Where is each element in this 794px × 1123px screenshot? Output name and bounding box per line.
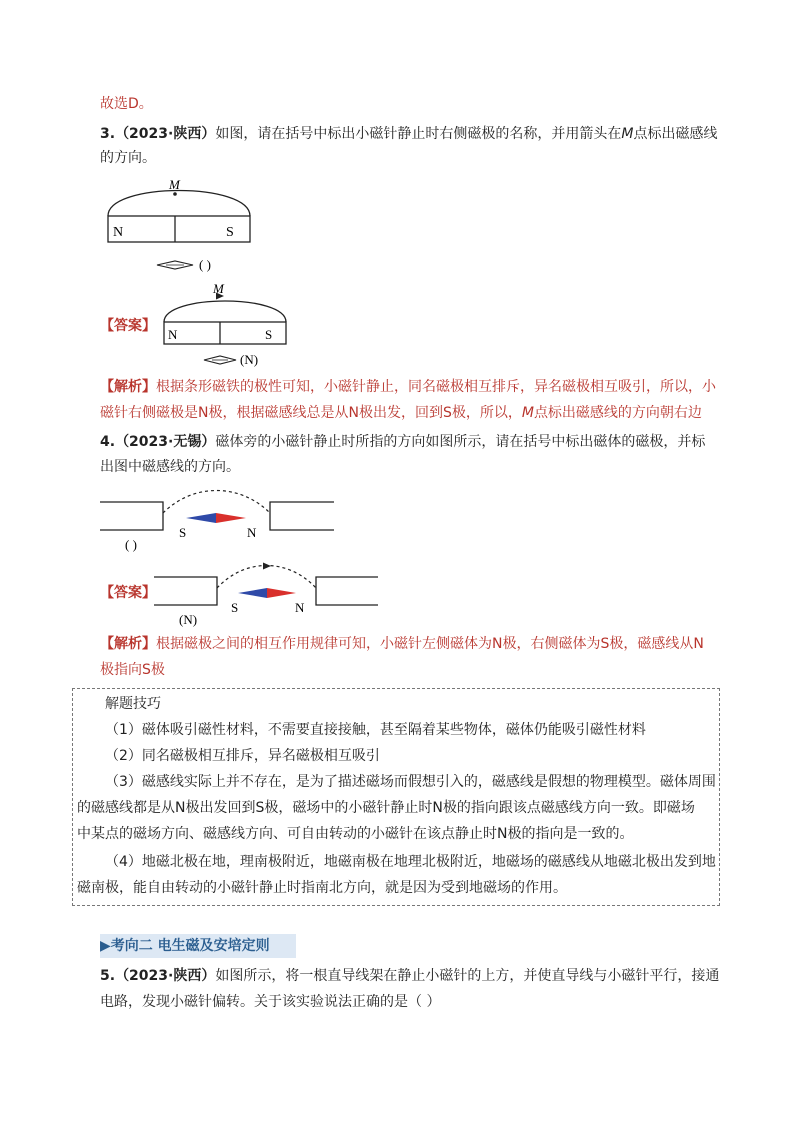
tips-item-3-line3: 中某点的磁场方向、磁感线方向、可自由转动的小磁针在该点静止时N极的指向是一致的。 xyxy=(77,826,634,842)
q4-number: 4. xyxy=(100,434,116,450)
q3-right-pole: S xyxy=(226,225,234,240)
section-header: ▶考向二 电生磁及安培定则 xyxy=(100,934,296,958)
q3-text-line2: 的方向。 xyxy=(100,150,156,166)
q4-figure xyxy=(98,485,338,555)
q3-answer-tag: 【答案】 xyxy=(100,318,156,334)
q4-source: （2023·无锡） xyxy=(115,434,216,450)
tips-item-4-line1: （4）地磁北极在地，理南极附近，地磁南极在地理北极附近，地磁场的磁感线从地磁北极出发到地 xyxy=(105,854,716,870)
q4-analysis-line1: 【解析】根据磁极之间的相互作用规律可知，小磁针左侧磁体为N极，右侧磁体为S极，磁感线从N xyxy=(100,636,704,652)
q3-analysis-tag: 【解析】 xyxy=(100,379,156,395)
q3-stem: 如图，请在括号中标出小磁针静止时右侧磁极的名称，并用箭头在 xyxy=(215,126,622,142)
q3-point: M xyxy=(621,126,634,142)
q4-needle-red xyxy=(216,513,246,523)
q3-bracket: ( ) xyxy=(199,257,211,272)
q3-stem-end: 点标出磁感线 xyxy=(633,126,718,142)
q3-figure xyxy=(95,170,265,275)
tips-box xyxy=(72,688,720,906)
q4-stem: 磁体旁的小磁针静止时所指的方向如图所示，请在括号中标出磁体的磁极，并标 xyxy=(215,434,706,450)
q3-answer-figure xyxy=(158,280,293,370)
q5-number: 5. xyxy=(100,968,116,984)
q4-label-n: N xyxy=(247,525,257,540)
q4-text-line1 xyxy=(100,432,705,452)
tips-title: 解题技巧 xyxy=(105,696,161,712)
tips-item-3-line2: 的磁感线都是从N极出发回到S极，磁场中的小磁针静止时N极的指向跟该点磁感线方向一致。即磁场 xyxy=(77,800,695,816)
q4-analysis-line2: 极指向S极 xyxy=(100,662,165,678)
q4-left-magnet xyxy=(100,502,163,530)
q4-answer-figure xyxy=(152,560,382,632)
tips-item-1: （1）磁体吸引磁性材料，不需要直接接触，甚至隔着某些物体，磁体仍能吸引磁性材料 xyxy=(105,722,646,738)
q3-text-line1 xyxy=(100,124,717,144)
q4-needle-blue xyxy=(186,513,216,523)
q3-point-label: M xyxy=(169,177,180,192)
q5-stem: 如图所示，将一根直导线架在静止小磁针的上方，并使直导线与小磁针平行，接通 xyxy=(215,968,720,984)
q4-answer-tag: 【答案】 xyxy=(100,585,156,601)
q4-right-magnet xyxy=(270,502,334,530)
q3-answer-left-pole: N xyxy=(168,327,178,342)
q4-analysis-tag: 【解析】 xyxy=(100,636,156,652)
q4-answer-arrow xyxy=(263,563,271,570)
q5-text-line1 xyxy=(100,966,719,986)
q4-field-line xyxy=(163,491,270,514)
q3-source: （2023·陕西） xyxy=(115,126,216,142)
q3-number: 3. xyxy=(100,126,116,142)
tips-item-3-line1: （3）磁感线实际上并不存在，是为了描述磁场而假想引入的，磁感线是假想的物理模型。磁体周围 xyxy=(105,774,716,790)
previous-answer: 故选D。 xyxy=(100,96,153,112)
q3-answer-point-label: M xyxy=(213,281,224,296)
q3-analysis-line2: 磁针右侧磁极是N极，根据磁感线总是从N极出发，回到S极，所以，M点标出磁感线的方向朝右边 xyxy=(100,405,702,421)
q4-label-s: S xyxy=(179,525,187,540)
q4-answer-label-n: N xyxy=(295,600,305,615)
q4-bracket: ( ) xyxy=(125,537,137,552)
tips-item-4-line2: 磁南极，能自由转动的小磁针静止时指南北方向，就是因为受到地磁场的作用。 xyxy=(77,880,567,896)
q5-text-line2: 电路，发现小磁针偏转。关于该实验说法正确的是（ ） xyxy=(100,994,441,1010)
q5-source: （2023·陕西） xyxy=(115,968,216,984)
q4-text-line2: 出图中磁感线的方向。 xyxy=(100,459,240,475)
q3-answer-bracket: (N) xyxy=(240,352,259,367)
q4-answer-needle-red xyxy=(267,588,296,598)
q4-answer-bracket: (N) xyxy=(179,612,198,627)
q3-left-pole: N xyxy=(113,225,124,240)
q3-analysis-line1: 【解析】根据条形磁铁的极性可知，小磁针静止，同名磁极相互排斥，异名磁极相互吸引，所以，小 xyxy=(100,379,716,395)
tips-item-2: （2）同名磁极相互排斥，异名磁极相互吸引 xyxy=(105,748,380,764)
q4-answer-label-s: S xyxy=(231,600,239,615)
q3-answer-right-pole: S xyxy=(265,327,273,342)
q4-answer-needle-blue xyxy=(238,588,267,598)
